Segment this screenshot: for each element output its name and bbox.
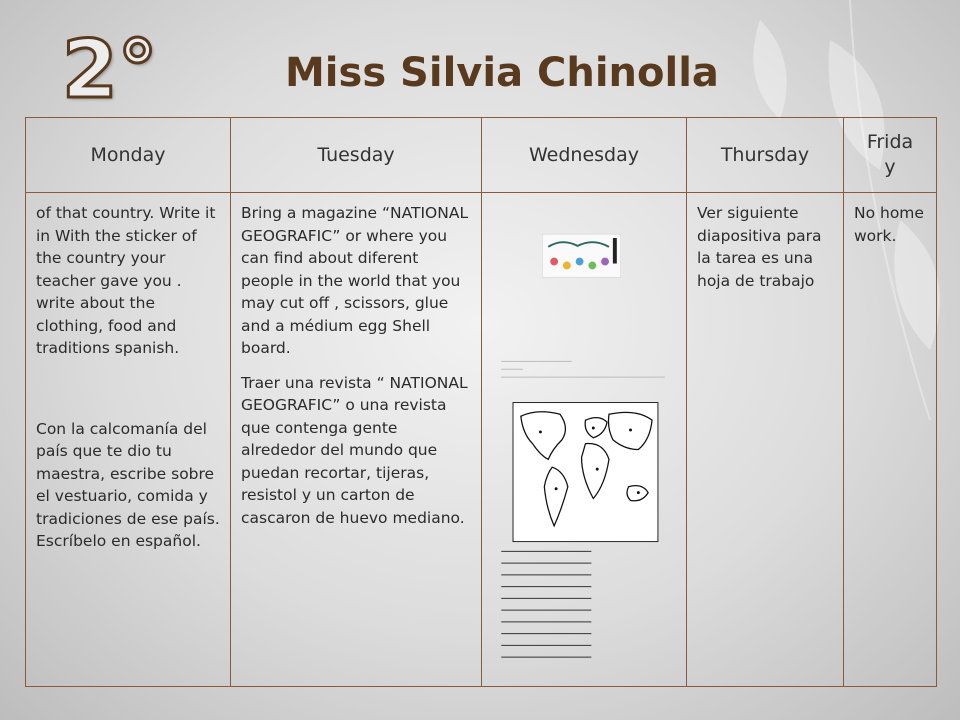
monday-spanish-text: Con la calcomanía del país que te dio tu maestra, escribe sobre el vestuario, comida y tradiciones de ese país. Escríbelo en español. bbox=[36, 419, 220, 550]
header-friday-label: Frida y bbox=[866, 131, 914, 178]
monday-english-text: of that country. Write it in With the sticker of the country your teacher gave you . write about the clothing, food and traditions spanish. bbox=[36, 204, 216, 357]
worksheet-thumbnail-image bbox=[482, 193, 686, 663]
grade-label: 2° bbox=[62, 23, 158, 116]
tuesday-spanish-text: Traer una revista “ NATIONAL GEOGRAFIC” o una revista que contenga gente alrededor del mundo que puedan recortar, tijeras, resistol y un carton de cascaron de huevo mediano. bbox=[241, 373, 468, 527]
tuesday-english-text: Bring a magazine “NATIONAL GEOGRAFIC” or where you can find about diferent people in the world that you may cut off , scissors, glue and a médium egg Shell board. bbox=[241, 204, 469, 357]
page-title: Miss Silvia Chinolla bbox=[285, 50, 719, 96]
monday-cell bbox=[26, 193, 231, 687]
tuesday-cell bbox=[231, 193, 482, 687]
table-header-row bbox=[26, 118, 937, 193]
worksheet-answer-lines bbox=[501, 551, 591, 657]
wednesday-cell bbox=[482, 193, 687, 687]
table-row bbox=[26, 193, 937, 687]
header-friday bbox=[844, 118, 937, 193]
world-map bbox=[513, 403, 658, 542]
friday-text: No home work. bbox=[854, 204, 924, 245]
header-tuesday: Tuesday bbox=[231, 118, 482, 193]
worksheet-logo bbox=[542, 234, 620, 277]
thursday-text: Ver siguiente diapositiva para la tarea es una hoja de trabajo bbox=[697, 204, 822, 290]
header-wednesday: Wednesday bbox=[482, 118, 687, 193]
friday-cell bbox=[844, 193, 937, 687]
homework-table bbox=[25, 117, 937, 687]
header-monday: Monday bbox=[26, 118, 231, 193]
thursday-cell bbox=[687, 193, 844, 687]
header-thursday: Thursday bbox=[687, 118, 844, 193]
